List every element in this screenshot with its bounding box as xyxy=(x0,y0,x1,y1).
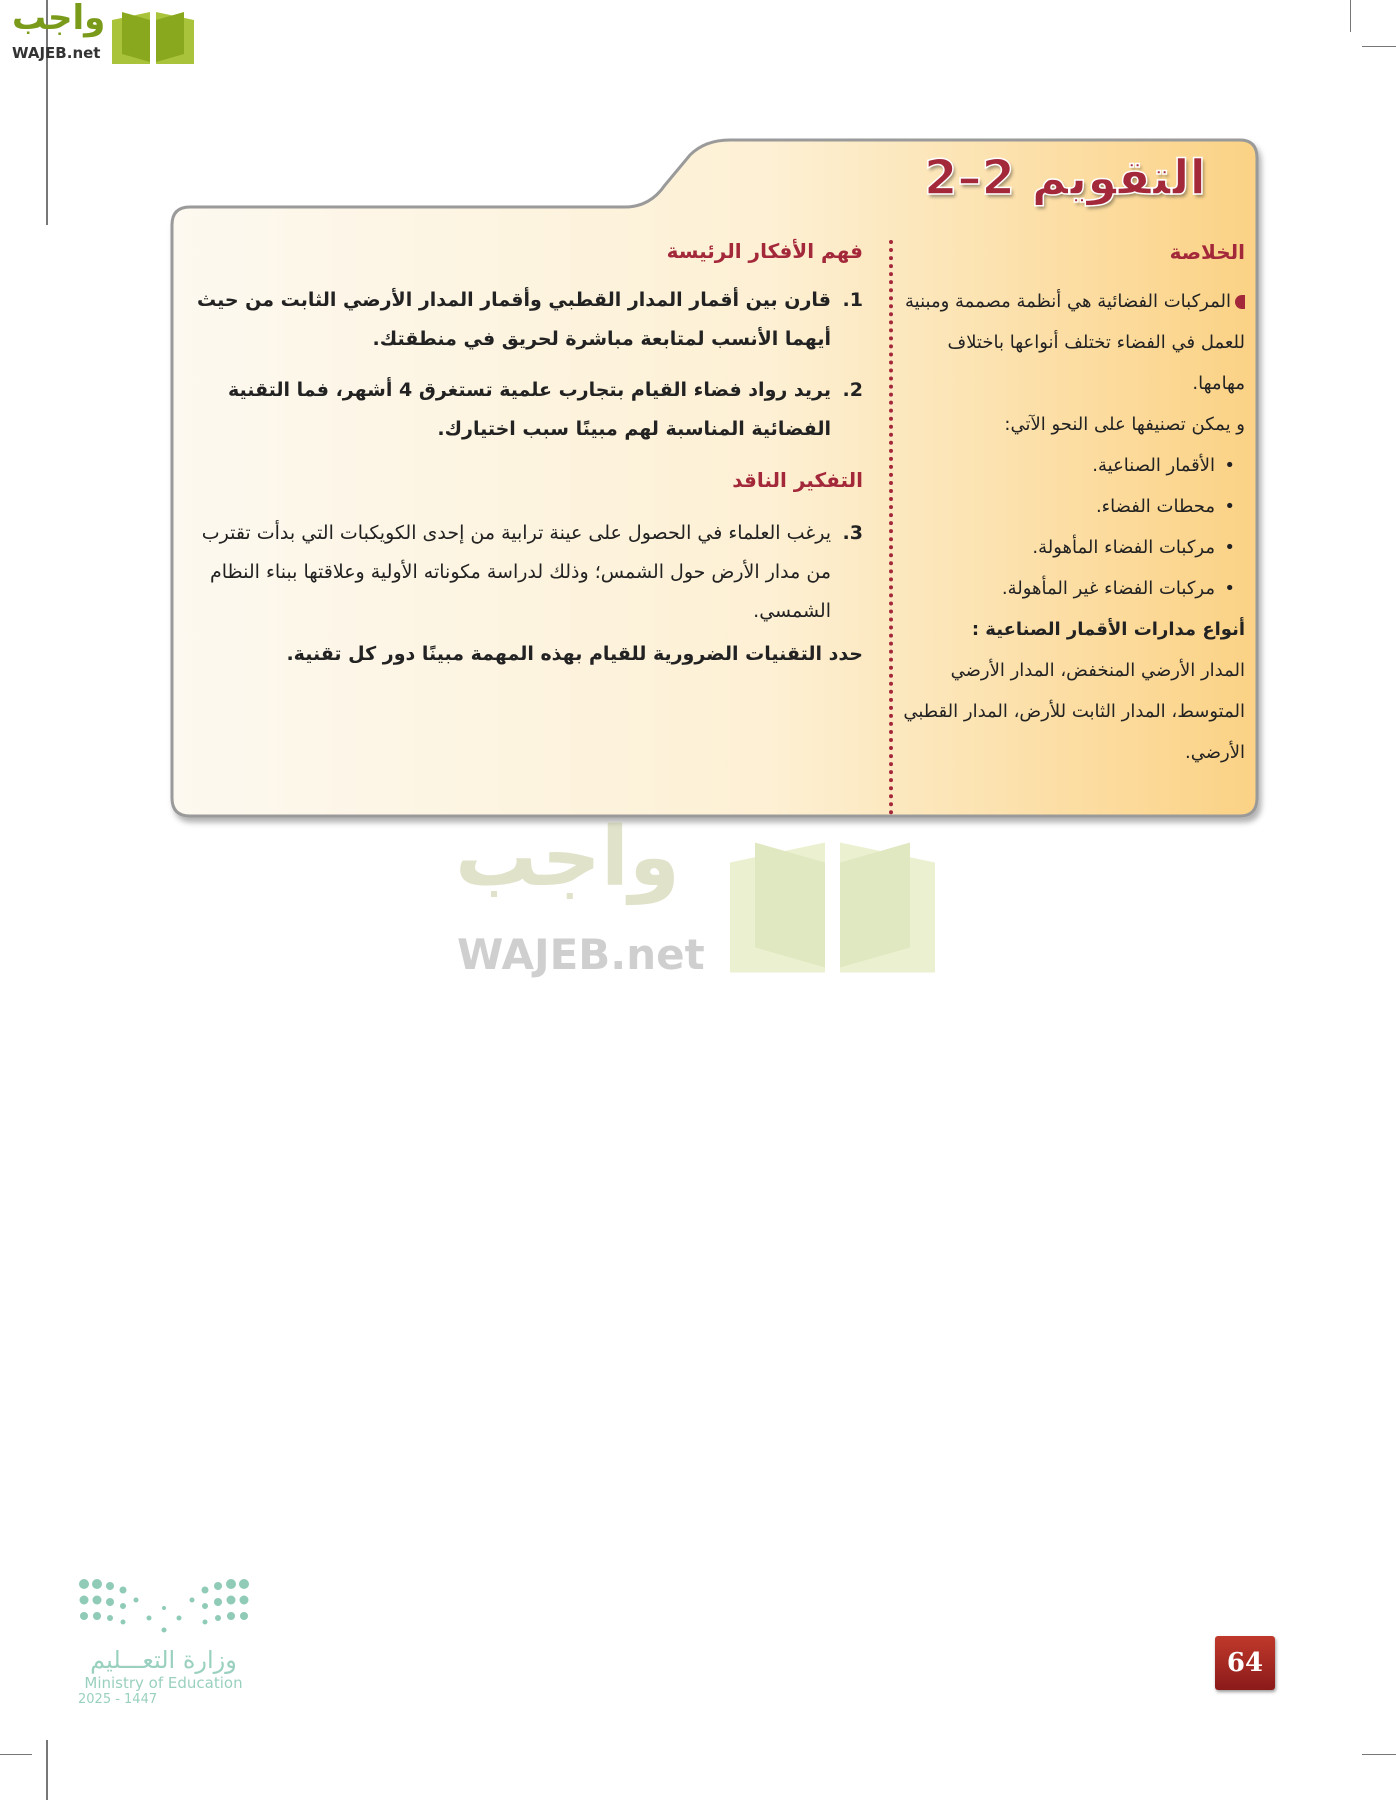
summary-heading: الخلاصة xyxy=(1169,240,1245,264)
summary-bullet: • الأقمار الصناعية. xyxy=(895,445,1245,486)
dotted-divider xyxy=(889,240,893,815)
wajeb-watermark xyxy=(455,810,955,1000)
orbits-heading: أنواع مدارات الأقمار الصناعية : xyxy=(971,619,1245,640)
crop-mark xyxy=(1362,1754,1396,1755)
summary-intro: المركبات الفضائية هي أنظمة مصممة ومبنية للعمل في الفضاء تختلف أنواعها باختلاف مهامها. xyxy=(905,291,1245,394)
watermark-arabic: واجب xyxy=(455,810,680,905)
ministry-year: 2025 - 1447 xyxy=(78,1692,158,1707)
question-3-task: حدد التقنيات الضرورية للقيام بهذه المهمة مبينًا دور كل تقنية. xyxy=(286,643,863,665)
orbits-text: المدار الأرضي المنخفض، المدار الأرضي المتوسط، المدار الثابت للأرض، المدار القطبي الأرضي. xyxy=(903,660,1245,763)
crop-mark xyxy=(0,1754,32,1755)
main-ideas-heading: فهم الأفكار الرئيسة xyxy=(666,239,863,263)
section-title: التقويم 2–2 xyxy=(924,150,1206,206)
summary-column xyxy=(895,232,1245,773)
bullet-marker-icon xyxy=(1235,295,1245,309)
wajeb-logo[interactable] xyxy=(8,0,188,66)
question-2: 2. يريد رواد فضاء القيام بتجارب علمية تستغرق 4 أشهر، فما التقنية الفضائية المناسبة لهم مبينًا سبب اختيارك. xyxy=(227,379,863,440)
question-1: 1. قارن بين أقمار المدار القطبي وأقمار المدار الأرضي الثابت من حيث أيهما الأنسب لمتابعة مباشرة لحريق في منطقتك. xyxy=(196,289,863,350)
critical-thinking-heading: التفكير الناقد xyxy=(732,468,863,492)
summary-bullet: • محطات الفضاء. xyxy=(895,486,1245,527)
ministry-logo xyxy=(76,1578,251,1707)
questions-column xyxy=(188,232,863,674)
watermark-book-icon xyxy=(720,820,945,985)
ministry-english: Ministry of Education xyxy=(84,1674,243,1692)
summary-bullet: • مركبات الفضاء المأهولة. xyxy=(895,527,1245,568)
logo-latin: WAJEB.net xyxy=(12,44,101,62)
question-3: 3. يرغب العلماء في الحصول على عينة ترابية من إحدى الكويكبات التي بدأت تقترب من مدار الأرض حول الشمس؛ وذلك لدراسة مكوناته الأولية وعلاقتها ببناء النظام الشمسي. xyxy=(201,522,863,622)
logo-arabic: واجب xyxy=(12,0,106,38)
page-number: 64 xyxy=(1215,1636,1275,1690)
ministry-arabic: وزارة التعـــليم xyxy=(90,1646,237,1674)
summary-bullet: • مركبات الفضاء غير المأهولة. xyxy=(895,568,1245,609)
book-icon xyxy=(108,6,198,66)
crop-mark xyxy=(46,1740,48,1800)
crop-mark xyxy=(1362,46,1396,47)
summary-classify: و يمكن تصنيفها على النحو الآتي: xyxy=(1004,414,1245,435)
ministry-dots-icon xyxy=(79,1578,249,1638)
watermark-latin: WAJEB.net xyxy=(457,930,705,979)
crop-mark xyxy=(1350,0,1351,32)
